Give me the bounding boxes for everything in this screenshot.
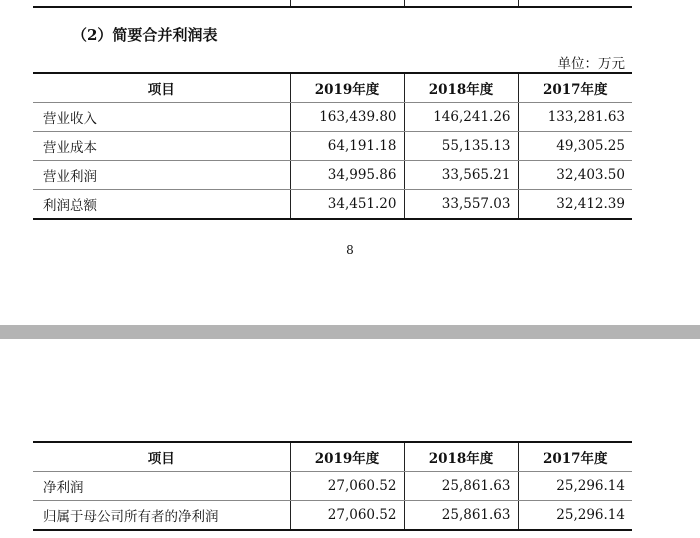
cell-2019: 163,439.80 xyxy=(290,103,404,132)
cell-2018: 25,861.63 xyxy=(404,472,518,501)
row-label: 归属于母公司所有者的净利润 xyxy=(33,501,290,531)
page-number: 8 xyxy=(346,243,354,257)
unit-label: 单位：万元 xyxy=(557,56,625,72)
header-item: 项目 xyxy=(33,73,290,103)
cell-2017: 25,296.14 xyxy=(518,472,632,501)
table-row xyxy=(33,103,632,132)
previous-table-bottom xyxy=(33,0,632,8)
header-2017: 2017年度 xyxy=(518,73,632,103)
cell-2018: 25,861.63 xyxy=(404,501,518,531)
page-separator xyxy=(0,325,700,339)
table-row xyxy=(33,472,632,501)
cell-2019: 34,995.86 xyxy=(290,161,404,190)
document-page-bottom xyxy=(0,339,700,538)
cell-2017: 32,412.39 xyxy=(518,190,632,220)
row-label: 净利润 xyxy=(33,472,290,501)
cell-2018: 33,565.21 xyxy=(404,161,518,190)
cell-2019: 64,191.18 xyxy=(290,132,404,161)
table-row xyxy=(33,501,632,531)
table-header-row xyxy=(33,73,632,103)
cell-2019: 27,060.52 xyxy=(290,472,404,501)
header-2018: 2018年度 xyxy=(404,73,518,103)
row-label: 利润总额 xyxy=(33,190,290,220)
cell-2018: 33,557.03 xyxy=(404,190,518,220)
row-label: 营业收入 xyxy=(33,103,290,132)
header-2019: 2019年度 xyxy=(290,73,404,103)
income-statement-table-continued xyxy=(33,441,632,531)
table-header-row xyxy=(33,442,632,472)
header-2018: 2018年度 xyxy=(404,442,518,472)
cell-2017: 32,403.50 xyxy=(518,161,632,190)
header-2019: 2019年度 xyxy=(290,442,404,472)
section-title: （2）简要合并利润表 xyxy=(72,26,218,44)
row-label: 营业成本 xyxy=(33,132,290,161)
row-label: 营业利润 xyxy=(33,161,290,190)
header-item: 项目 xyxy=(33,442,290,472)
cell-2019: 34,451.20 xyxy=(290,190,404,220)
income-statement-table xyxy=(33,72,632,220)
table-row xyxy=(33,161,632,190)
table-row xyxy=(33,132,632,161)
cell-2017: 25,296.14 xyxy=(518,501,632,531)
cell-2018: 55,135.13 xyxy=(404,132,518,161)
table-row xyxy=(33,190,632,220)
cell-2018: 146,241.26 xyxy=(404,103,518,132)
cell-2017: 133,281.63 xyxy=(518,103,632,132)
cell-2017: 49,305.25 xyxy=(518,132,632,161)
header-2017: 2017年度 xyxy=(518,442,632,472)
cell-2019: 27,060.52 xyxy=(290,501,404,531)
